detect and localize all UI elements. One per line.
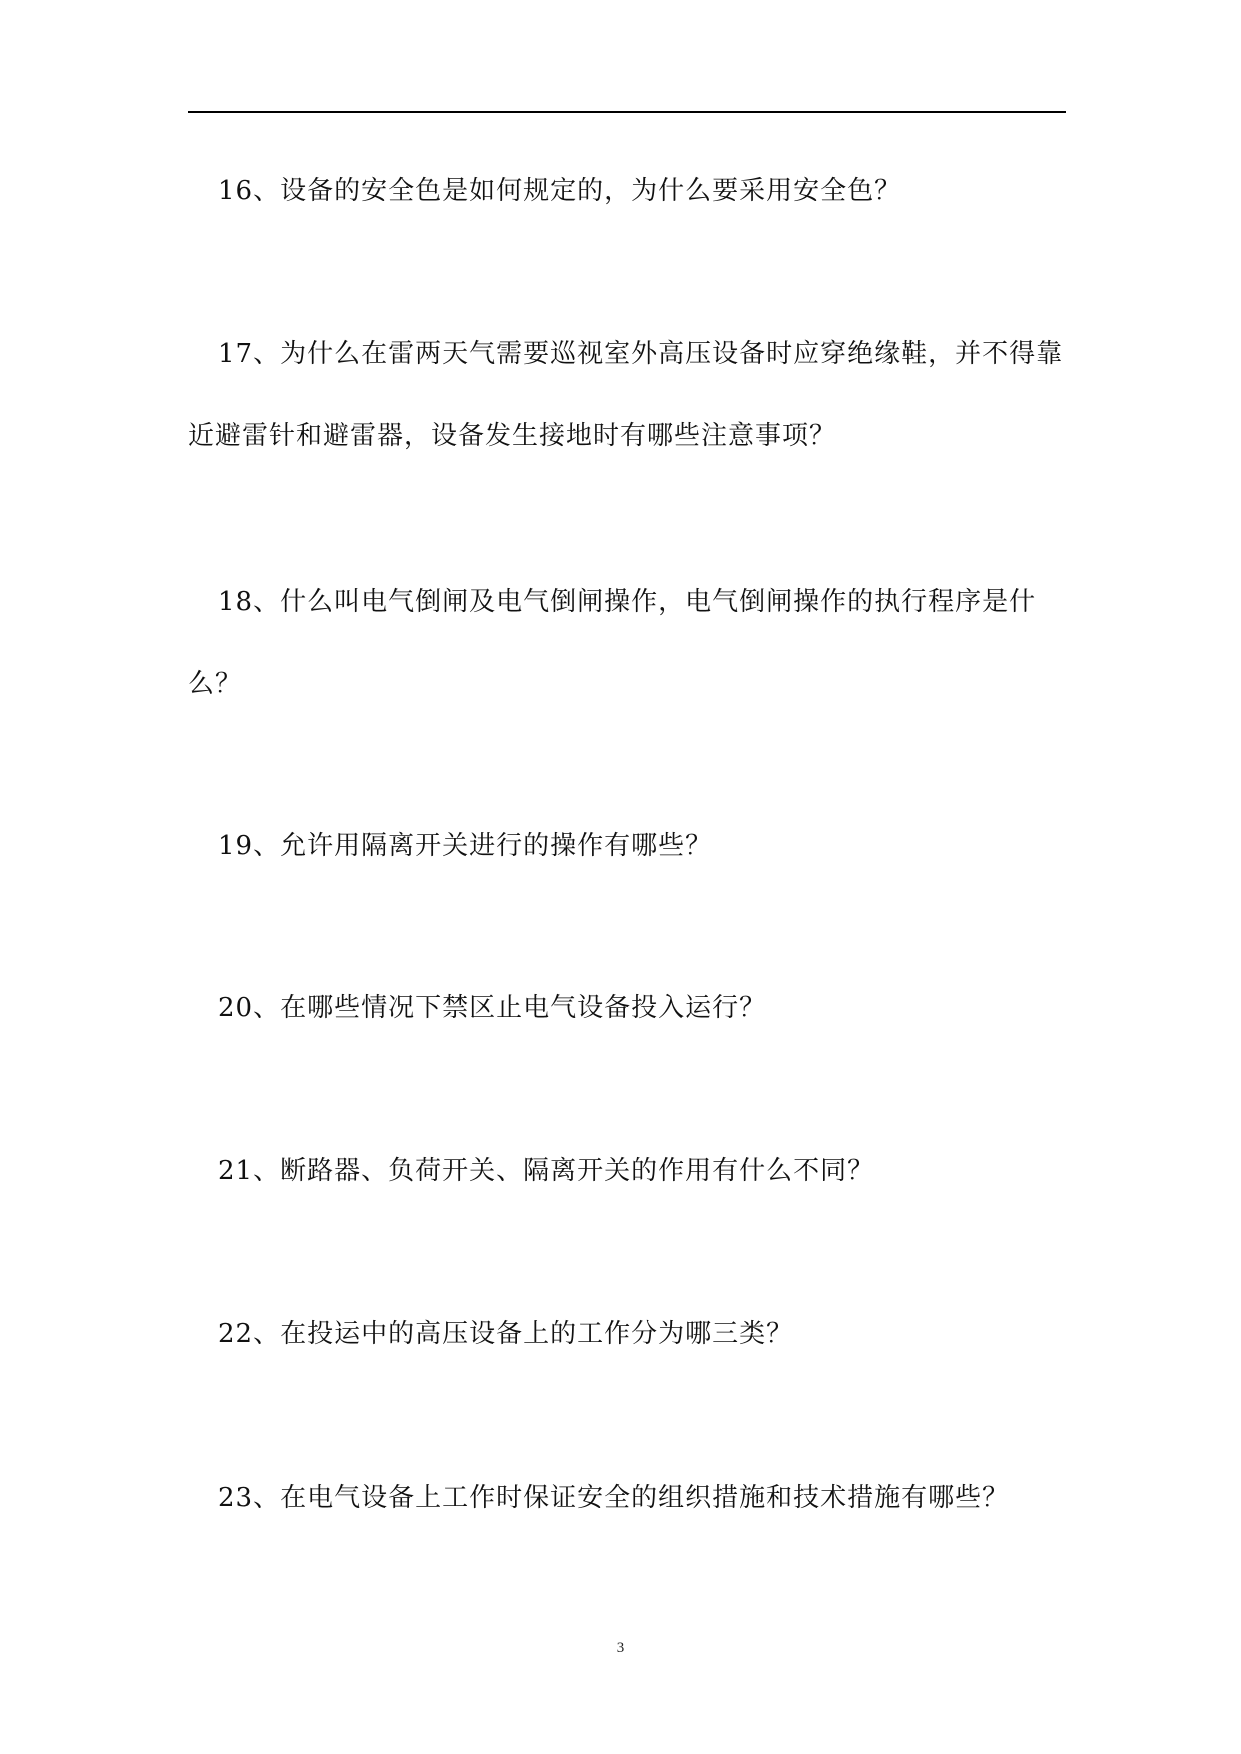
header-rule bbox=[188, 111, 1066, 113]
question-18: 18、什么叫电气倒闸及电气倒闸操作，电气倒闸操作的执行程序是什么？ bbox=[188, 587, 1037, 699]
question-19: 19、允许用隔离开关进行的操作有哪些？ bbox=[218, 831, 713, 861]
page-number: 3 bbox=[616, 1640, 625, 1656]
question-20: 20、在哪些情况下禁区止电气设备投入运行？ bbox=[218, 993, 767, 1023]
question-21: 21、断路器、负荷开关、隔离开关的作用有什么不同？ bbox=[218, 1156, 875, 1186]
question-22: 22、在投运中的高压设备上的工作分为哪三类？ bbox=[218, 1319, 794, 1349]
question-17: 17、为什么在雷两天气需要巡视室外高压设备时应穿绝缘鞋，并不得靠近避雷针和避雷器，设备发生接地时有哪些注意事项？ bbox=[188, 339, 1064, 451]
question-16: 16、设备的安全色是如何规定的，为什么要采用安全色？ bbox=[218, 176, 902, 206]
question-23: 23、在电气设备上工作时保证安全的组织措施和技术措施有哪些？ bbox=[218, 1483, 1010, 1513]
